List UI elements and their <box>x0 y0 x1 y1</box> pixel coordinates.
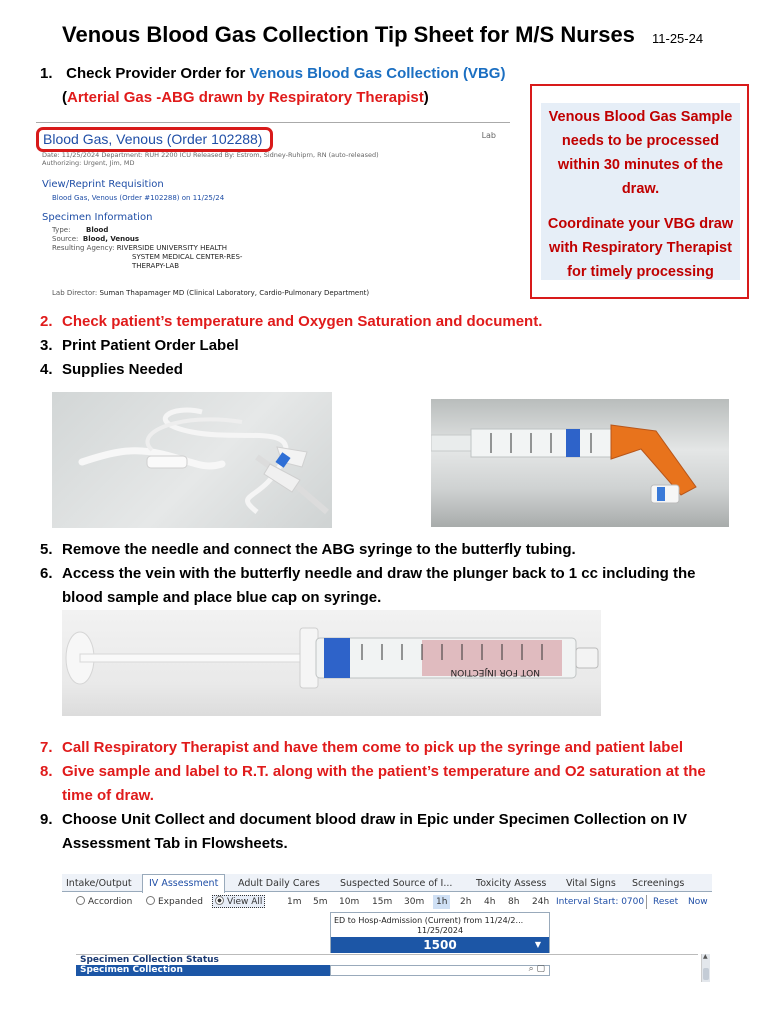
scrollbar-thumb[interactable] <box>703 968 709 980</box>
step-4 <box>40 358 183 382</box>
butterfly-needle-photo <box>52 392 332 528</box>
interval-4h[interactable]: 4h <box>484 897 496 907</box>
tab-intake-output[interactable]: Intake/Output <box>66 878 132 889</box>
radio-icon <box>76 896 85 905</box>
view-all-label: View All <box>227 897 263 907</box>
accordion-radio[interactable] <box>76 896 132 907</box>
flowsheet-screenshot <box>62 874 712 982</box>
resulting-agency <box>52 244 227 252</box>
step-9-text: Choose Unit Collect and document blood draw in Epic under Specimen Collection on IV <box>62 811 688 828</box>
interval-2h[interactable]: 2h <box>460 897 472 907</box>
step-number: 4. <box>40 361 53 378</box>
requisition-link: Blood Gas, Venous (Order #102288) on 11/25/24 <box>52 194 225 202</box>
flowsheet-toolbar <box>62 893 712 911</box>
step-3-text: Print Patient Order Label <box>62 337 239 354</box>
interval-15m[interactable]: 15m <box>372 897 393 907</box>
abg-note: Arterial Gas -ABG drawn by Respiratory Therapist <box>67 89 424 106</box>
type-value: Blood <box>86 226 109 234</box>
lab-director <box>52 289 369 297</box>
step-9 <box>40 808 687 832</box>
interval-1h[interactable]: 1h <box>433 895 450 909</box>
order-lab-tag: Lab <box>481 131 496 140</box>
column-time: 1500 <box>423 938 457 952</box>
row-label[interactable]: Specimen Collection <box>76 965 330 976</box>
expanded-label: Expanded <box>158 897 203 907</box>
interval-10m[interactable]: 10m <box>339 897 360 907</box>
syringe-print: NOT FOR INJECTION <box>450 667 540 677</box>
step-2-text: Check patient’s temperature and Oxygen Saturation and document. <box>62 313 543 330</box>
step-number: 6. <box>40 565 53 582</box>
agency-line-2: SYSTEM MEDICAL CENTER-RES- <box>132 253 243 261</box>
now-link[interactable]: Now <box>688 897 708 907</box>
agency-label: Resulting Agency: <box>52 244 115 252</box>
step-6 <box>40 562 695 586</box>
step-9-line-2: Assessment Tab in Flowsheets. <box>62 835 288 852</box>
callout-para-2: Coordinate your VBG draw with Respiratory Therapist for timely processing <box>547 216 734 280</box>
step-number: 8. <box>40 763 53 780</box>
filled-syringe-illustration <box>62 610 601 716</box>
reset-link[interactable]: Reset <box>653 897 679 907</box>
flowsheet-tabs <box>62 874 712 892</box>
processing-callout <box>530 84 749 299</box>
expanded-radio[interactable] <box>146 896 203 907</box>
callout-text <box>541 103 740 284</box>
abg-syringe-photo <box>431 399 729 527</box>
column-time-dropdown[interactable] <box>331 937 549 953</box>
source-label: Source: <box>52 235 79 243</box>
callout-panel <box>541 103 740 280</box>
callout-para-1: Venous Blood Gas Sample needs to be processed within 30 minutes of the draw. <box>548 109 733 197</box>
step-number: 1. <box>40 65 53 82</box>
view-all-radio[interactable] <box>212 895 265 908</box>
document-date: 11-25-24 <box>652 31 704 46</box>
interval-5m[interactable]: 5m <box>313 897 328 907</box>
step-number: 9. <box>40 811 53 828</box>
step-8-line-2: time of draw. <box>62 787 154 804</box>
filled-syringe-photo <box>62 610 601 716</box>
step-5-text: Remove the needle and connect the ABG syringe to the butterfly tubing. <box>62 541 576 558</box>
step-number: 7. <box>40 739 53 756</box>
tab-toxicity-assess[interactable]: Toxicity Assess <box>476 878 547 889</box>
accordion-label: Accordion <box>88 897 133 907</box>
step-number: 2. <box>40 313 53 330</box>
step-1-prefix: Check Provider Order for <box>66 65 250 82</box>
order-title: Blood Gas, Venous (Order 102288) <box>36 127 273 152</box>
page-title: Venous Blood Gas Collection Tip Sheet for M/S Nurses <box>62 22 635 47</box>
abg-syringe-illustration <box>431 399 729 527</box>
encounter-title: ED to Hosp-Admission (Current) from 11/24/2... <box>334 916 524 925</box>
step-8 <box>40 760 706 784</box>
interval-1m[interactable]: 1m <box>287 897 302 907</box>
scroll-up-icon[interactable]: ▲ <box>703 953 708 960</box>
interval-24h[interactable]: 24h <box>532 897 550 907</box>
step-2 <box>40 310 542 334</box>
specimen-heading: Specimen Information <box>42 212 153 223</box>
step-8-text: Give sample and label to R.T. along with the patient’s temperature and O2 saturation at the <box>62 763 706 780</box>
step-7-text: Call Respiratory Therapist and have them come to pick up the syringe and patient label <box>62 739 683 756</box>
interval-start-link[interactable]: Interval Start: 0700 <box>556 897 645 907</box>
chevron-down-icon: ▼ <box>534 940 541 949</box>
radio-icon <box>146 896 155 905</box>
interval-8h[interactable]: 8h <box>508 897 520 907</box>
tab-adult-daily-cares[interactable]: Adult Daily Cares <box>238 878 320 889</box>
director-label: Lab Director: <box>52 289 100 297</box>
step-number: 3. <box>40 337 53 354</box>
step-number: 5. <box>40 541 53 558</box>
row-specimen-collection <box>76 965 698 976</box>
step-4-text: Supplies Needed <box>62 361 183 378</box>
order-meta <box>42 151 379 167</box>
order-meta-line-2: Authorizing: Urgent, Jim, MD <box>42 159 135 167</box>
column-date: 11/25/2024 <box>416 926 464 935</box>
step-3 <box>40 334 239 358</box>
specimen-source <box>52 235 139 243</box>
step-1-vbg-link: Venous Blood Gas Collection (VBG) <box>249 65 506 82</box>
source-value: Blood, Venous <box>82 235 140 243</box>
step-1 <box>40 62 505 86</box>
search-comment-icon[interactable]: ⌕ ▢ <box>528 964 545 974</box>
director-value: Suman Thapamager MD (Clinical Laboratory, Cardio-Pulmonary Department) <box>99 289 370 297</box>
butterfly-needle-illustration <box>52 392 332 528</box>
tab-iv-assessment[interactable]: IV Assessment <box>142 874 225 893</box>
agency-line-3: THERAPY-LAB <box>132 262 180 270</box>
step-6-line-2: blood sample and place blue cap on syringe. <box>62 589 382 606</box>
tab-screenings[interactable]: Screenings <box>632 878 685 889</box>
step-7 <box>40 736 683 760</box>
radio-selected-icon <box>215 896 224 905</box>
specimen-collection-cell[interactable] <box>330 965 550 976</box>
specimen-type <box>52 226 108 234</box>
flowsheet-column-header <box>330 912 550 953</box>
order-screenshot <box>36 122 510 300</box>
step-5 <box>40 538 576 562</box>
order-meta-line-1: Date: 11/25/2024 Department: RUH 2200 ICU Released By: Estrom, Sidney-Ruhiprn, RN (auto-released) <box>42 151 379 159</box>
requisition-heading: View/Reprint Requisition <box>42 179 164 190</box>
step-6-text: Access the vein with the butterfly needle and draw the plunger back to 1 cc including the <box>62 565 696 582</box>
section-specimen-collection-status[interactable]: Specimen Collection Status <box>76 954 698 965</box>
tab-vital-signs[interactable]: Vital Signs <box>566 878 616 889</box>
vertical-scrollbar[interactable] <box>701 954 710 982</box>
open-paren: ( <box>62 89 67 106</box>
type-label: Type: <box>52 226 71 234</box>
step-1-line-2 <box>62 86 429 110</box>
tab-suspected-source[interactable]: Suspected Source of I... <box>340 878 453 889</box>
close-paren: ) <box>423 89 429 106</box>
agency-line-1: RIVERSIDE UNIVERSITY HEALTH <box>116 244 228 252</box>
interval-30m[interactable]: 30m <box>404 897 425 907</box>
toolbar-divider <box>646 895 647 909</box>
